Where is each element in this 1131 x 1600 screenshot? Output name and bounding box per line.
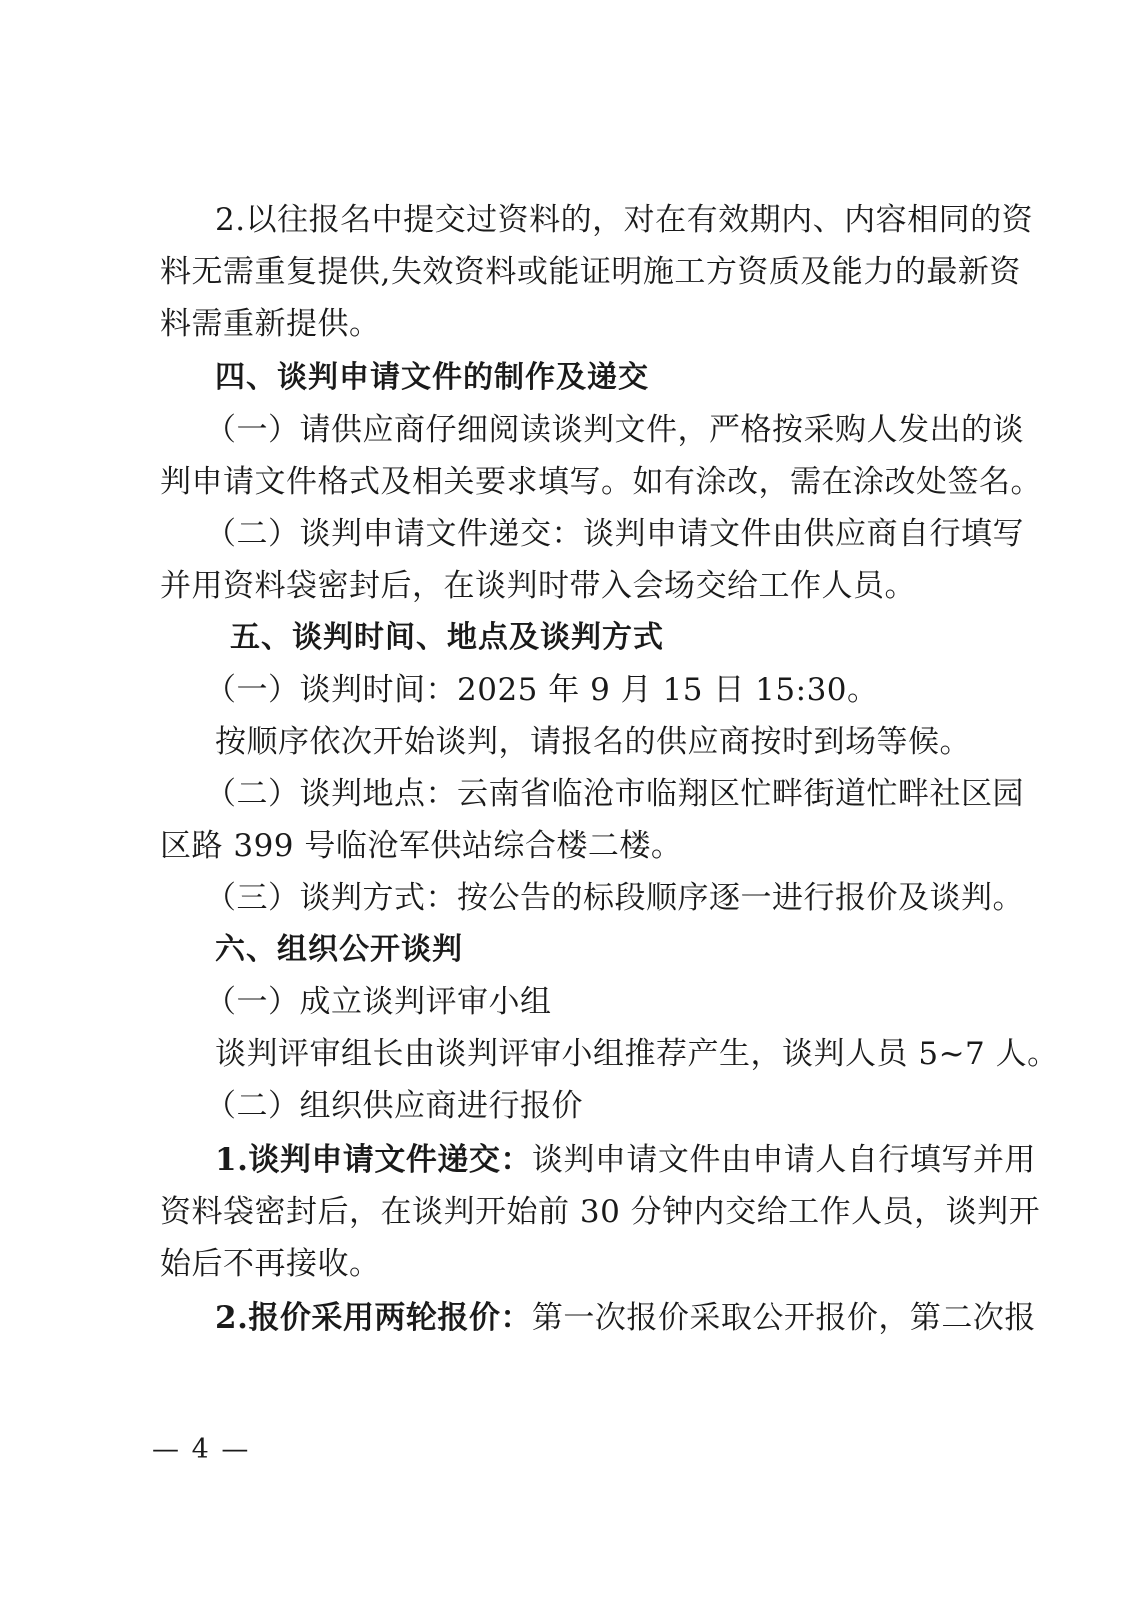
paragraph-line: （一）请供应商仔细阅读谈判文件，严格按采购人发出的谈 bbox=[205, 412, 1024, 448]
subsection-heading: （二）组织供应商进行报价 bbox=[205, 1088, 583, 1124]
paragraph-line bbox=[215, 1298, 1036, 1338]
paragraph-line: （二）谈判地点：云南省临沧市临翔区忙畔街道忙畔社区园 bbox=[205, 776, 1024, 812]
paragraph-line: （三）谈判方式：按公告的标段顺序逐一进行报价及谈判。 bbox=[205, 880, 1024, 916]
item-text: 谈判申请文件由申请人自行填写并用 bbox=[531, 1142, 1036, 1178]
paragraph-line: 料无需重复提供,失效资料或能证明施工方资质及能力的最新资 bbox=[160, 254, 1021, 290]
section-heading: 五、谈判时间、地点及谈判方式 bbox=[230, 620, 664, 655]
paragraph-line bbox=[215, 1140, 1036, 1180]
paragraph-line: （一）谈判时间：2025 年 9 月 15 日 15:30。 bbox=[205, 672, 879, 708]
item-lead: 2.报价采用两轮报价： bbox=[215, 1300, 532, 1336]
item-text: 第一次报价采取公开报价，第二次报 bbox=[531, 1300, 1036, 1336]
paragraph-line: 谈判评审组长由谈判评审小组推荐产生，谈判人员 5~7 人。 bbox=[215, 1036, 1059, 1072]
paragraph-line: （二）谈判申请文件递交：谈判申请文件由供应商自行填写 bbox=[205, 516, 1024, 552]
paragraph-line: 2.以往报名中提交过资料的，对在有效期内、内容相同的资 bbox=[215, 202, 1034, 238]
paragraph-line: 按顺序依次开始谈判，请报名的供应商按时到场等候。 bbox=[215, 724, 971, 760]
item-lead: 1.谈判申请文件递交： bbox=[215, 1142, 532, 1178]
subsection-heading: （一）成立谈判评审小组 bbox=[205, 984, 552, 1020]
section-heading: 四、谈判申请文件的制作及递交 bbox=[215, 360, 649, 395]
page-number: — 4 — bbox=[152, 1434, 251, 1465]
paragraph-line: 区路 399 号临沧军供站综合楼二楼。 bbox=[160, 828, 683, 864]
section-heading: 六、组织公开谈判 bbox=[215, 932, 463, 967]
paragraph-line: 判申请文件格式及相关要求填写。如有涂改，需在涂改处签名。 bbox=[160, 464, 1042, 500]
paragraph-line: 始后不再接收。 bbox=[160, 1246, 381, 1282]
paragraph-line: 资料袋密封后，在谈判开始前 30 分钟内交给工作人员，谈判开 bbox=[160, 1194, 1041, 1230]
paragraph-line: 并用资料袋密封后，在谈判时带入会场交给工作人员。 bbox=[160, 568, 916, 604]
paragraph-line: 料需重新提供。 bbox=[160, 306, 381, 342]
